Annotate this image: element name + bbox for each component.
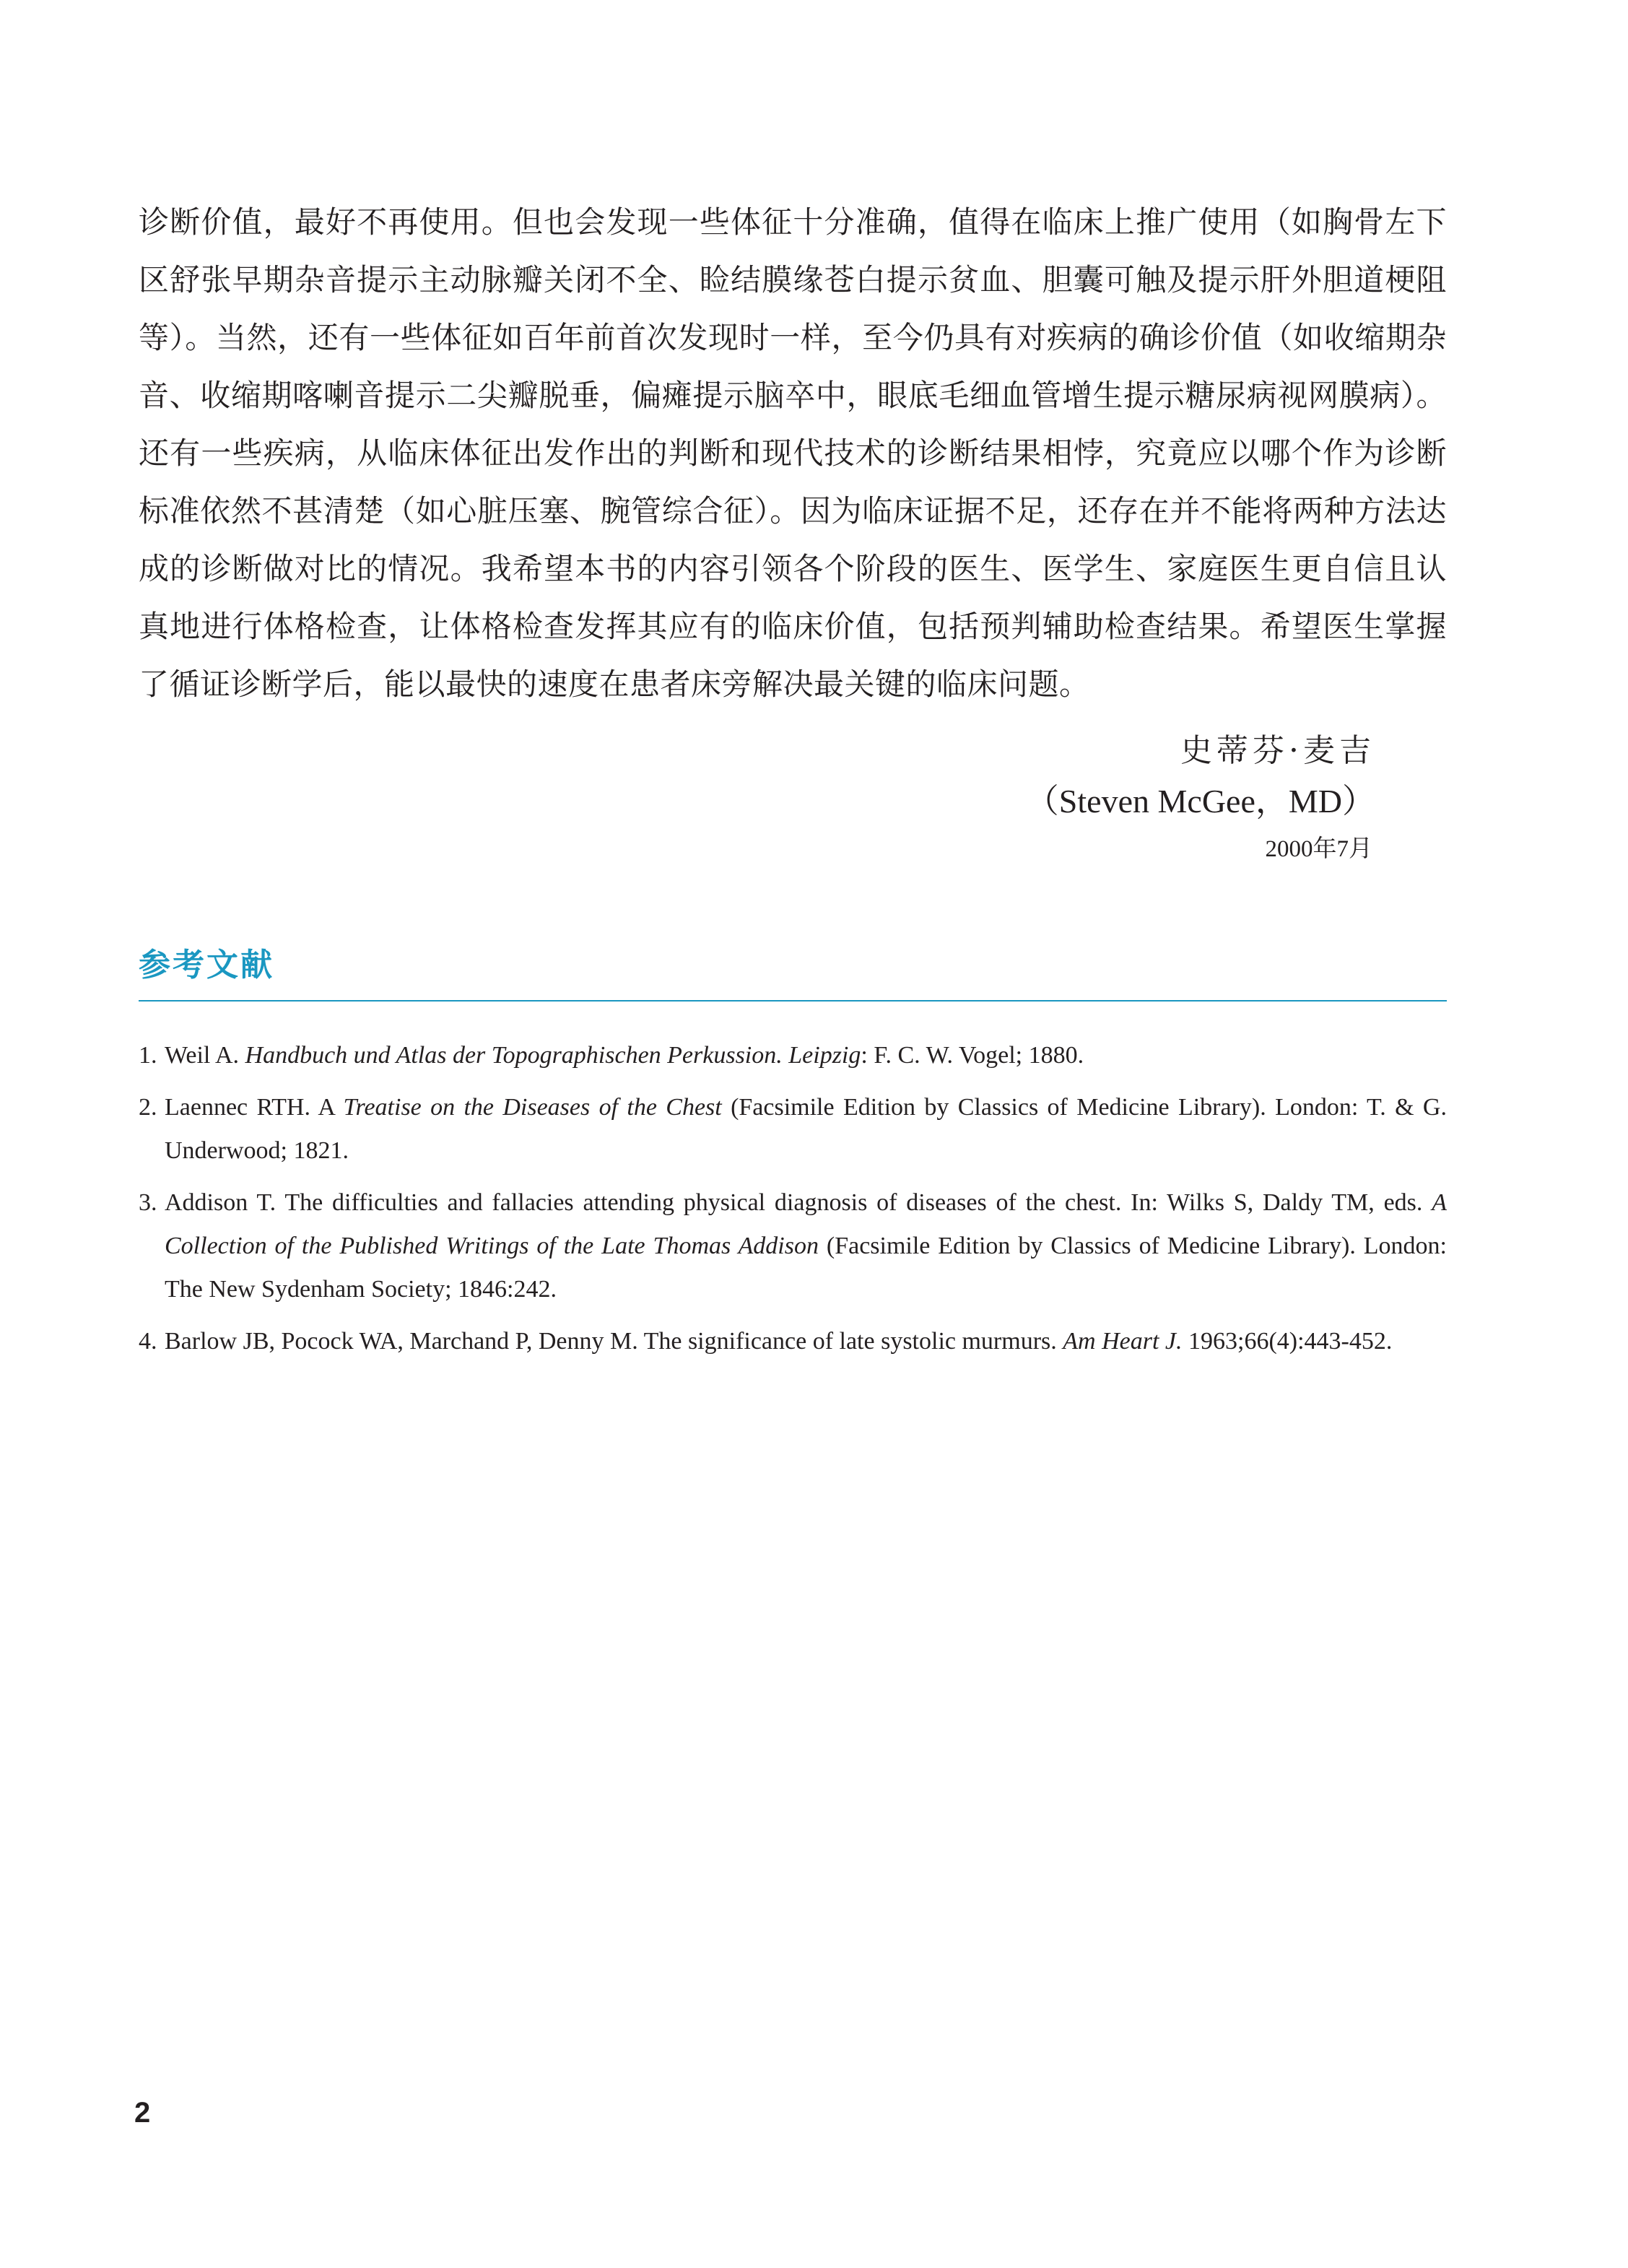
reference-item-3 [139,1181,1447,1311]
reference-title: Am Heart J. [1063,1328,1183,1355]
reference-text: 1963;66(4):443-452. [1182,1328,1393,1355]
page-number: 2 [134,2097,151,2129]
reference-item-2 [139,1086,1447,1173]
reference-text: Addison T. The difficulties and fallacies attending physical diagnosis of diseases of the chest. In: Wilks S, Daldy TM, eds. [165,1189,1432,1216]
reference-text: Weil A. [165,1042,245,1069]
reference-number: 3. [139,1189,157,1216]
reference-text: : F. C. W. Vogel; 1880. [861,1042,1084,1069]
body-paragraph: 诊断价值，最好不再使用。但也会发现一些体征十分准确，值得在临床上推广使用（如胸骨左下区舒张早期杂音提示主动脉瓣关闭不全、睑结膜缘苍白提示贫血、胆囊可触及提示肝外胆道梗阻等）。当然，还有一些体征如百年前首次发现时一样，至今仍具有对疾病的确诊价值（如收缩期杂音、收缩期喀喇音提示二尖瓣脱垂，偏瘫提示脑卒中，眼底毛细血管增生提示糖尿病视网膜病）。还有一些疾病，从临床体征出发作出的判断和现代技术的诊断结果相悖，究竟应以哪个作为诊断标准依然不甚清楚（如心脏压塞、腕管综合征）。因为临床证据不足，还存在并不能将两种方法达成的诊断做对比的情况。我希望本书的内容引领各个阶段的医生、医学生、家庭医生更自信且认真地进行体格检查，让体格检查发挥其应有的临床价值，包括预判辅助检查结果。希望医生掌握了循证诊断学后，能以最快的速度在患者床旁解决最关键的临床问题。 [139,204,1447,702]
reference-text: Barlow JB, Pocock WA, Marchand P, Denny M. The significance of late systolic murmurs. [165,1328,1063,1355]
reference-title: Handbuch und Atlas der Topographischen Perkussion. Leipzig [245,1042,861,1069]
reference-number: 1. [139,1042,157,1069]
references-list [139,1034,1447,1372]
reference-number: 2. [139,1094,157,1121]
reference-text: (Facsimile Edition by Classics of Medicine Library). London: T. & G. Underwood; 1821. [165,1094,1447,1164]
reference-item-4 [139,1320,1447,1363]
reference-number: 4. [139,1328,157,1355]
signature-date: 2000年7月 [1265,836,1372,862]
references-heading: 参考文献 [139,947,274,983]
signature-name-en: （Steven McGee，MD） [1025,783,1375,820]
reference-item-1 [139,1034,1447,1077]
signature-name-zh: 史蒂芬·麦吉 [1180,732,1375,769]
signature-block [1026,726,1375,872]
references-divider [139,1000,1447,1002]
reference-title: Treatise on the Diseases of the Chest [343,1094,722,1121]
reference-text: (Facsimile Edition by Classics of Medicine Library). London: The New Sydenham Society; 1846:242. [165,1233,1447,1303]
reference-title: A Collection of the Published Writings of the Late Thomas Addison [165,1189,1447,1259]
reference-text: Laennec RTH. A [165,1094,344,1121]
